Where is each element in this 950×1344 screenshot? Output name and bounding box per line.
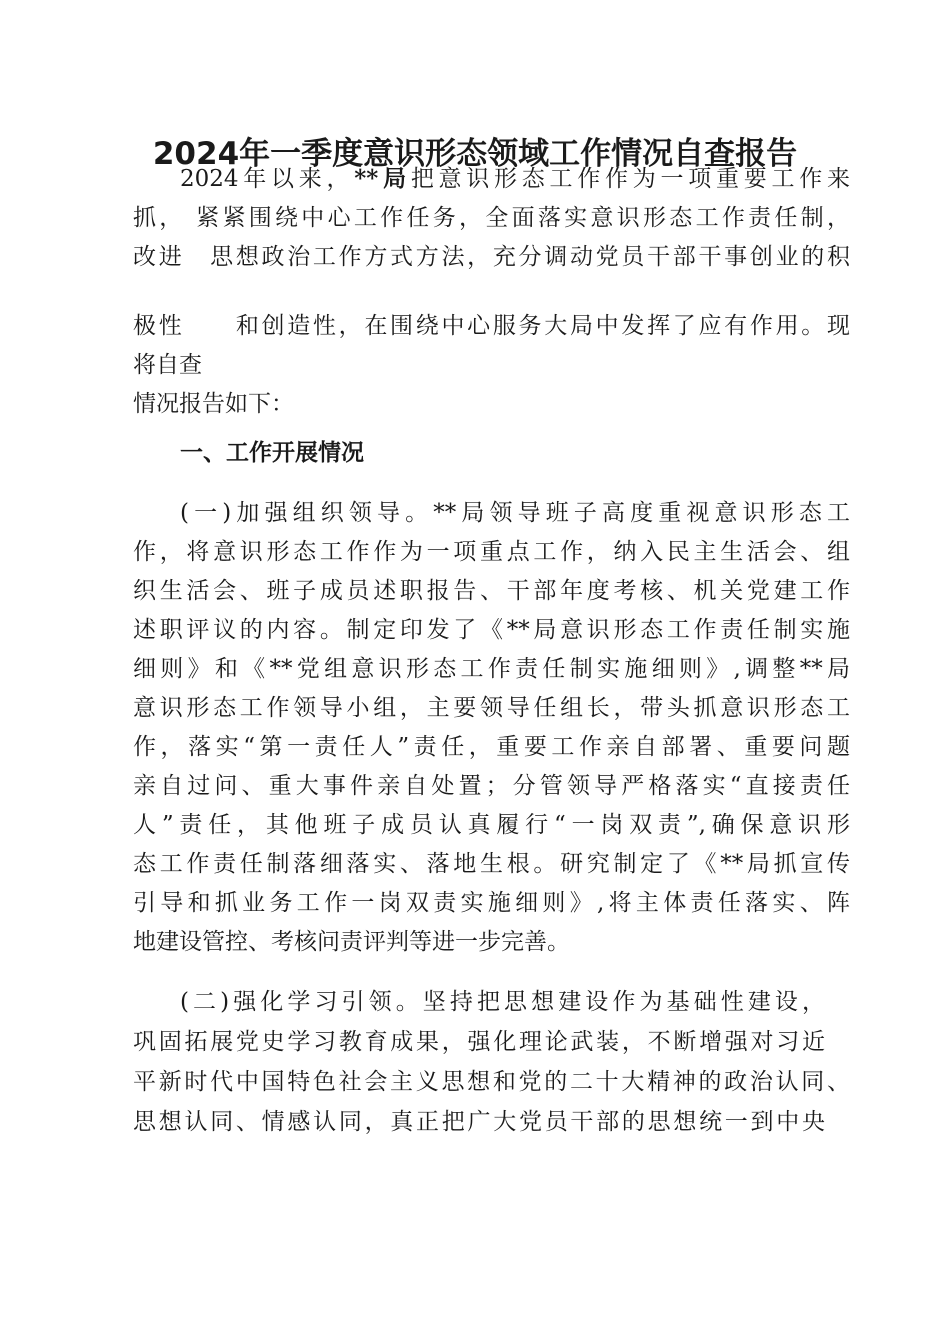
- intro-line-3: 改进 思想政治工作方式方法，充分调动党员干部干事创业的积: [133, 244, 850, 270]
- para1-line: 态工作责任制落细落实、落地生根。研究制定了《**局抓宣传: [133, 851, 850, 877]
- intro-line-6: 情况报告如下：: [133, 391, 294, 417]
- document-title: 2024年一季度意识形态领域工作情况自查报告: [152, 136, 798, 172]
- intro-line-4: 极性 和创造性，在围绕中心服务大局中发挥了应有作用。现: [133, 313, 850, 339]
- para1-line: 人”责任，其他班子成员认真履行“一岗双责”,确保意识形: [133, 812, 850, 838]
- para2-line: 平新时代中国特色社会主义思想和党的二十大精神的政治认同、: [133, 1069, 850, 1095]
- para1-line: 引导和抓业务工作一岗双责实施细则》,将主体责任落实、阵: [133, 890, 850, 916]
- intro-line-1-post: 把意识形态工作作为一项重要工作来: [410, 166, 850, 192]
- para1-line: 意识形态工作领导小组，主要领导任组长，带头抓意识形态工: [133, 695, 850, 721]
- para1-line: 作，落实“第一责任人”责任，重要工作亲自部署、重要问题: [133, 734, 850, 760]
- para2-line: (二)强化学习引领。坚持把思想建设作为基础性建设，: [180, 989, 825, 1015]
- bureau-name: **局: [354, 165, 411, 192]
- para1-line: 作，将意识形态工作作为一项重点工作，纳入民主生活会、组: [133, 539, 850, 565]
- intro-line-5: 将自查: [133, 352, 202, 378]
- intro-line-1: [180, 163, 850, 195]
- intro-line-2: 抓， 紧紧围绕中心工作任务，全面落实意识形态工作责任制，: [133, 205, 850, 231]
- para1-line: 细则》和《**党组意识形态工作责任制实施细则》,调整**局: [133, 656, 850, 682]
- para1-line: 亲自过问、重大事件亲自处置；分管领导严格落实“直接责任: [133, 773, 850, 799]
- para1-line: 织生活会、班子成员述职报告、干部年度考核、机关党建工作: [133, 578, 850, 604]
- para2-line: 巩固拓展党史学习教育成果，强化理论武装，不断增强对习近: [133, 1029, 825, 1055]
- para1-line: 述职评议的内容。制定印发了《**局意识形态工作责任制实施: [133, 617, 850, 643]
- para2-line: 思想认同、情感认同，真正把广大党员干部的思想统一到中央: [133, 1109, 825, 1135]
- para1-line: (一)加强组织领导。**局领导班子高度重视意识形态工: [180, 500, 850, 526]
- intro-line-1-pre: 2024年以来，: [180, 166, 355, 192]
- section-heading-1: 一、工作开展情况: [180, 440, 364, 466]
- para1-line: 地建设管控、考核问责评判等进一步完善。: [133, 929, 570, 955]
